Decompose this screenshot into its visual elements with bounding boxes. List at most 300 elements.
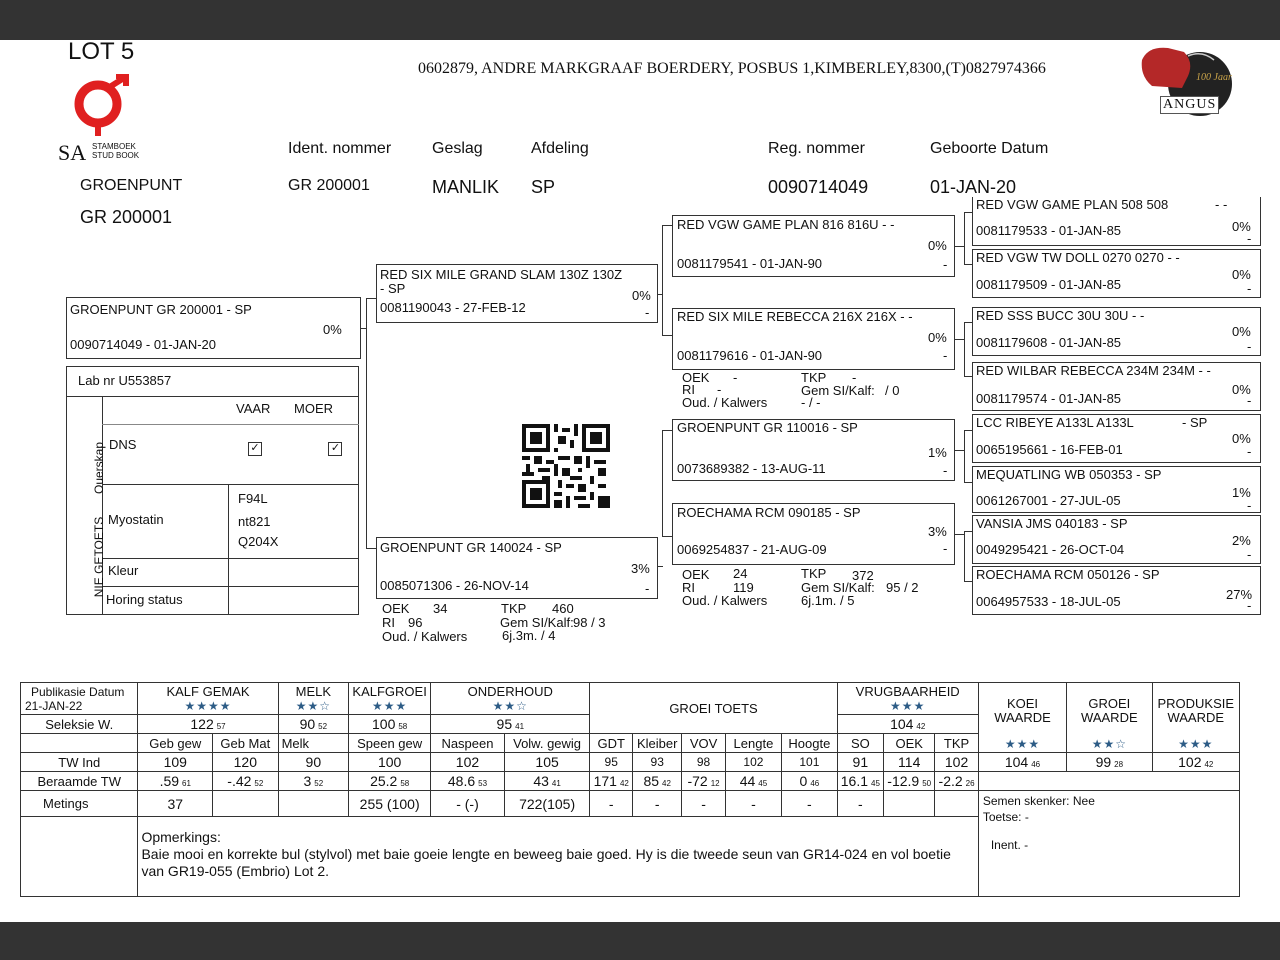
opm-empty	[21, 817, 138, 897]
tw-groei	[1067, 753, 1152, 772]
tw-value: 91	[837, 753, 884, 772]
tw-label: TW Ind	[21, 753, 138, 772]
gp2-oek-label: OEK	[682, 370, 710, 385]
onderhoud-group	[431, 683, 590, 715]
ggp2-reg: 0081179509 - 01-JAN-85	[976, 277, 1122, 292]
tw-koei	[978, 753, 1066, 772]
gp4-pct: 3%	[928, 524, 947, 539]
ggp2-dash: -	[1247, 281, 1252, 296]
seleksie-melk-sub: 52	[318, 722, 328, 731]
tw-value: 93	[633, 753, 682, 772]
studbook-text: STUD BOOK	[92, 151, 140, 160]
bt-value: -.42	[227, 773, 252, 789]
col-speen-gew: Speen gew	[349, 734, 431, 753]
seleksie-kalfgroei-value: 100	[372, 716, 396, 732]
dam-oud: 6j.3m. / 4	[502, 628, 556, 643]
dam-line1: GROENPUNT GR 140024 - SP	[380, 540, 562, 555]
stamboek-text: STAMBOEK	[92, 142, 136, 151]
tw-groei-value: 99	[1095, 754, 1112, 770]
met-value: -	[633, 791, 682, 817]
ggp7-pct: 2%	[1232, 533, 1251, 548]
bt-value: 0	[799, 773, 808, 789]
tw-value: 114	[884, 753, 935, 772]
ggp3-dash: -	[1247, 339, 1252, 354]
gp1-reg: 0081179541 - 01-JAN-90	[677, 256, 823, 271]
ggp4-reg: 0081179574 - 01-JAN-85	[976, 391, 1122, 406]
ggp-box-2	[972, 249, 1261, 298]
bt-sub: 42	[619, 779, 629, 788]
ggp1-reg: 0081179533 - 01-JAN-85	[976, 223, 1122, 238]
seleksie-label: Seleksie W.	[21, 715, 138, 734]
ggp5-dash: -	[1247, 444, 1252, 459]
bt-value: -12.9	[887, 773, 920, 789]
bt-cell	[213, 772, 279, 791]
dns-label: DNS	[109, 437, 137, 452]
vrug-group-label: VRUGBAARHEID	[855, 683, 960, 699]
tw-value: 102	[725, 753, 781, 772]
ggp-box-5	[972, 414, 1261, 463]
ggp4-dash: -	[1247, 393, 1252, 408]
bt-row	[21, 772, 1240, 791]
label-ident: Ident. nommer	[288, 140, 392, 157]
bt-cell	[633, 772, 682, 791]
ggp2-pct: 0%	[1232, 267, 1251, 282]
tw-prod-sub: 42	[1204, 760, 1214, 769]
sire-dash: -	[645, 305, 650, 320]
bt-cell	[935, 772, 979, 791]
ident-value: GR 200001	[288, 177, 370, 194]
vrug-stars: ★★★	[890, 698, 926, 713]
performance-table	[20, 682, 1240, 897]
melk-stars: ★★☆	[295, 698, 331, 713]
tw-value: 109	[138, 753, 213, 772]
bt-cell	[837, 772, 884, 791]
bt-sub: 52	[314, 779, 324, 788]
ggp3-reg: 0081179608 - 01-JAN-85	[976, 335, 1122, 350]
groei-group: GROEI TOETS	[590, 683, 837, 734]
seleksie-onderhoud-value: 95	[496, 716, 513, 732]
ggp4-name: RED WILBAR REBECCA 234M 234M - -	[976, 363, 1211, 378]
breeder-line: 0602879, ANDRE MARKGRAAF BOERDERY, POSBUS 1,KIMBERLEY,8300,(T)0827974366	[418, 60, 1046, 77]
tw-value: 102	[431, 753, 505, 772]
ggp1-extra: - -	[1215, 197, 1228, 212]
dam-oek: 34	[433, 601, 448, 616]
dam-ri-label: RI	[382, 615, 395, 630]
bt-sub: 45	[758, 779, 768, 788]
met-value: -	[590, 791, 633, 817]
met-value: 722(105)	[504, 791, 590, 817]
met-value: -	[725, 791, 781, 817]
sa-stamboek-logo	[58, 74, 158, 166]
melk-group-label: MELK	[295, 683, 332, 699]
ggp1-dash: -	[1247, 231, 1252, 246]
bt-value: 44	[739, 773, 756, 789]
bt-sub: 53	[478, 779, 488, 788]
seleksie-kalf-value: 122	[190, 716, 214, 732]
bt-sub: 41	[551, 779, 561, 788]
gp-box-3	[672, 419, 955, 481]
bt-value: 85	[643, 773, 660, 789]
ggp5-extra: - SP	[1182, 415, 1208, 430]
pub-label: Publikasie Datum	[31, 684, 125, 699]
ggp-box-1	[972, 197, 1261, 246]
ggp1-name: RED VGW GAME PLAN 508 508	[976, 197, 1169, 212]
dam-tkp-label: TKP	[501, 601, 527, 616]
dam-box	[376, 537, 658, 599]
ggp1-pct: 0%	[1232, 219, 1251, 234]
ggp5-pct: 0%	[1232, 431, 1251, 446]
col-vov: VOV	[682, 734, 725, 753]
gp3-name: GROENPUNT GR 110016 - SP	[677, 420, 858, 435]
melk-group	[278, 683, 349, 715]
ggp6-pct: 1%	[1232, 485, 1251, 500]
dam-tkp: 460	[552, 601, 574, 616]
ouerskap-label: Ouerskap	[92, 441, 106, 495]
col-geb-mat: Geb Mat	[213, 734, 279, 753]
bt-cell	[278, 772, 349, 791]
dam-reg: 0085071306 - 26-NOV-14	[380, 578, 529, 593]
col-tkp: TKP	[935, 734, 979, 753]
tw-row	[21, 753, 1240, 772]
gp2-reg: 0081179616 - 01-JAN-90	[677, 348, 823, 363]
col-melk: Melk	[278, 734, 349, 753]
ggp8-name: ROECHAMA RCM 050126 - SP	[976, 567, 1160, 582]
years-text: 100 Jaar	[1196, 72, 1232, 83]
bt-sub: 12	[710, 779, 720, 788]
subject-pct: 0%	[323, 322, 342, 337]
gp4-reg: 0069254837 - 21-AUG-09	[677, 542, 827, 557]
bt-cell	[138, 772, 213, 791]
bt-cell	[725, 772, 781, 791]
kalfgroei-group-label: KALFGROEI	[352, 683, 427, 699]
bt-cell	[349, 772, 431, 791]
bt-sub: 52	[254, 779, 264, 788]
pub-cell	[21, 683, 138, 715]
notes-cell	[978, 791, 1239, 897]
qr-code	[522, 424, 610, 508]
bt-cell	[884, 772, 935, 791]
top-bar	[0, 0, 1280, 40]
pub-date: 21-JAN-22	[25, 698, 83, 713]
gp1-dash: -	[943, 257, 948, 272]
gp2-tkp: -	[852, 370, 857, 385]
myo-value-2: nt821	[238, 514, 271, 529]
groeiw-group	[1067, 683, 1152, 753]
geboorte-value: 01-JAN-20	[930, 177, 1017, 197]
seleksie-kalfgroei-sub: 58	[398, 722, 408, 731]
met-value	[278, 791, 349, 817]
col-kleiber: Kleiber	[633, 734, 682, 753]
met-row	[21, 791, 1240, 817]
seleksie-onderhoud	[431, 715, 590, 734]
ggp6-reg: 0061267001 - 27-JUL-05	[976, 493, 1121, 508]
bt-value: 16.1	[840, 773, 868, 789]
ggp7-reg: 0049295421 - 26-OCT-04	[976, 542, 1125, 557]
ggp2-name: RED VGW TW DOLL 0270 0270 - -	[976, 250, 1180, 265]
ggp7-name: VANSIA JMS 040183 - SP	[976, 516, 1128, 531]
vaar-check-icon: ✓	[248, 442, 262, 456]
met-value: 37	[138, 791, 213, 817]
gp4-tkp: 372	[852, 568, 874, 583]
col-volw-gewig: Volw. gewig	[504, 734, 590, 753]
ggp5-name: LCC RIBEYE A133L A133L	[976, 415, 1134, 430]
opm-text: Baie mooi en korrekte bul (stylvol) met baie goeie lengte en beweeg baie goed. Hy is die tweede seun van GR14-024 en vol boetie van GR19-055 (Embrio) Lot 2.	[141, 846, 951, 879]
bt-sub: 42	[662, 779, 671, 788]
animal-name: GROENPUNT	[80, 177, 183, 194]
gp2-dash: -	[943, 348, 948, 363]
col-so: SO	[837, 734, 884, 753]
tw-koei-sub: 46	[1031, 760, 1041, 769]
gp3-pct: 1%	[928, 445, 947, 460]
sire-pct: 0%	[632, 288, 651, 303]
sire-line1: RED SIX MILE GRAND SLAM 130Z 130Z	[380, 267, 623, 282]
met-value: -	[682, 791, 725, 817]
toetse-text: Toetse: -	[982, 810, 1029, 824]
label-geboorte: Geboorte Datum	[930, 140, 1049, 157]
geslag-value: MANLIK	[432, 177, 500, 197]
gp2-gem: / 0	[885, 383, 900, 398]
bt-value: -2.2	[938, 773, 963, 789]
gp3-dash: -	[943, 463, 948, 478]
gp4-ri-label: RI	[682, 580, 695, 595]
lab-nr: Lab nr U553857	[78, 373, 172, 388]
onderhoud-stars: ★★☆	[492, 698, 528, 713]
label-geslag: Geslag	[432, 140, 483, 157]
myostatin-label: Myostatin	[108, 512, 164, 527]
prod-group	[1152, 683, 1239, 753]
tw-value: 98	[682, 753, 725, 772]
seleksie-melk	[278, 715, 349, 734]
col-gdt: GDT	[590, 734, 633, 753]
ggp5-reg: 0065195661 - 16-FEB-01	[976, 442, 1123, 457]
ggp8-pct: 27%	[1226, 587, 1253, 602]
angus-logo	[1138, 42, 1234, 118]
gp2-name: RED SIX MILE REBECCA 216X 216X - -	[677, 309, 913, 324]
gp-box-4	[672, 503, 955, 565]
met-value	[213, 791, 279, 817]
prod-stars: ★★★	[1178, 737, 1214, 751]
bt-cell	[431, 772, 505, 791]
gp4-oek-label: OEK	[682, 567, 710, 582]
ggp4-pct: 0%	[1232, 382, 1251, 397]
gp2-oud-label: Oud. / Kalwers	[682, 395, 768, 410]
gp-box-1	[672, 215, 955, 277]
met-value: -	[837, 791, 884, 817]
vrug-group	[837, 683, 978, 715]
gp4-name: ROECHAMA RCM 090185 - SP	[677, 505, 861, 520]
koei-group	[978, 683, 1066, 753]
bt-empty	[978, 772, 1239, 791]
sire-line1b: - SP	[380, 281, 406, 296]
tw-prod	[1152, 753, 1239, 772]
gp4-ri: 119	[733, 580, 754, 595]
met-value	[884, 791, 935, 817]
bt-cell	[590, 772, 633, 791]
ggp3-pct: 0%	[1232, 324, 1251, 339]
bt-cell	[682, 772, 725, 791]
bt-value: .59	[159, 773, 180, 789]
ggp-box-7	[972, 515, 1261, 564]
bt-sub: 46	[810, 779, 820, 788]
tw-value: 105	[504, 753, 590, 772]
seleksie-kalfgroei	[349, 715, 431, 734]
moer-check-icon: ✓	[328, 442, 342, 456]
met-value: -	[782, 791, 837, 817]
semen-text: Semen skenker: Nee	[982, 794, 1095, 808]
tw-koei-value: 104	[1004, 754, 1029, 770]
myo-value-3: Q204X	[238, 534, 279, 549]
empty-header	[21, 734, 138, 753]
bt-sub: 45	[871, 779, 880, 788]
nie-getoets-label: NIE GETOETS	[92, 516, 106, 598]
dam-gem: 98 / 3	[573, 615, 606, 630]
lot-number: LOT 5	[68, 38, 135, 65]
bt-cell	[782, 772, 837, 791]
met-label: Metings	[21, 791, 138, 817]
prod-group-label: PRODUKSIE WAARDE	[1157, 696, 1235, 725]
bt-value: 171	[593, 773, 617, 789]
tw-value: 95	[590, 753, 633, 772]
bt-label: Beraamde TW	[21, 772, 138, 791]
gp4-tkp-label: TKP	[801, 566, 827, 581]
gp4-gem: 95 / 2	[886, 580, 919, 595]
bt-value: -72	[687, 773, 708, 789]
angus-text: ANGUS	[1160, 96, 1219, 114]
seleksie-vrug-sub: 42	[916, 722, 926, 731]
gp4-oek: 24	[733, 566, 748, 581]
tw-groei-sub: 28	[1114, 760, 1124, 769]
bt-sub: 61	[182, 779, 191, 788]
tw-value: 90	[278, 753, 349, 772]
gp2-ri-label: RI	[682, 382, 695, 397]
subject-box	[66, 297, 361, 359]
gp4-dash: -	[943, 541, 948, 556]
gp2-oek: -	[733, 370, 738, 385]
gp2-gem-label: Gem SI/Kalf:	[801, 383, 875, 398]
myo-value-1: F94L	[238, 491, 268, 506]
gender-symbol-icon	[68, 74, 138, 138]
gp4-gem-label: Gem SI/Kalf:	[801, 580, 875, 595]
gp3-reg: 0073689382 - 13-AUG-11	[677, 461, 826, 476]
ggp-box-4	[972, 362, 1261, 411]
gp2-tkp-label: TKP	[801, 370, 827, 385]
subject-line1: GROENPUNT GR 200001 - SP	[70, 302, 252, 317]
dam-oud-label: Oud. / Kalwers	[382, 629, 468, 644]
afdeling-value: SP	[531, 177, 556, 197]
groeiw-stars: ★★☆	[1091, 737, 1127, 751]
gp2-oud: - / -	[801, 395, 821, 410]
bt-value: 25.2	[370, 773, 398, 789]
ggp8-dash: -	[1247, 598, 1252, 613]
groeiw-group-label: GROEI WAARDE	[1081, 696, 1138, 725]
tw-value: 120	[213, 753, 279, 772]
gp1-name: RED VGW GAME PLAN 816 816U - -	[677, 217, 895, 232]
onderhoud-group-label: ONDERHOUD	[467, 683, 553, 699]
tw-value: 102	[935, 753, 979, 772]
kalf-group-label: KALF GEMAK	[166, 683, 250, 699]
col-naspeen: Naspeen	[431, 734, 505, 753]
dam-oek-label: OEK	[382, 601, 410, 616]
seleksie-onderhoud-sub: 41	[515, 722, 525, 731]
seleksie-vrug	[837, 715, 978, 734]
animal-id: GR 200001	[80, 207, 173, 227]
gp1-pct: 0%	[928, 238, 947, 253]
tw-value: 100	[349, 753, 431, 772]
moer-label: MOER	[294, 401, 333, 416]
kleur-label: Kleur	[108, 563, 139, 578]
gp4-oud-label: Oud. / Kalwers	[682, 593, 768, 608]
sire-reg: 0081190043 - 27-FEB-12	[380, 300, 526, 315]
sa-text: SA	[58, 140, 87, 165]
kalf-stars: ★★★★	[184, 698, 232, 713]
bt-value: 3	[303, 773, 312, 789]
bt-sub: 50	[922, 779, 932, 788]
gp2-pct: 0%	[928, 330, 947, 345]
seleksie-melk-value: 90	[299, 716, 316, 732]
koei-stars: ★★★	[1004, 737, 1041, 751]
met-value	[935, 791, 979, 817]
col-lengte: Lengte	[725, 734, 781, 753]
bt-sub: 26	[965, 779, 975, 788]
label-reg: Reg. nommer	[768, 140, 865, 157]
bt-value: 43	[533, 773, 549, 789]
ggp3-name: RED SSS BUCC 30U 30U - -	[976, 308, 1145, 323]
dam-ri: 96	[408, 615, 423, 630]
ggp8-reg: 0064957533 - 18-JUL-05	[976, 594, 1121, 609]
tw-prod-value: 102	[1178, 754, 1202, 770]
col-geb-gew: Geb gew	[138, 734, 213, 753]
opm-label: Opmerkings:	[141, 829, 221, 845]
tw-value: 101	[782, 753, 837, 772]
dam-dash: -	[645, 581, 650, 596]
horing-label: Horing status	[106, 592, 183, 607]
seleksie-kalf-sub: 57	[216, 722, 226, 731]
kalfgroei-stars: ★★★	[372, 698, 408, 713]
subject-reg: 0090714049 - 01-JAN-20	[70, 337, 216, 352]
sire-box	[376, 264, 658, 323]
bt-cell	[504, 772, 590, 791]
dam-gem-label: Gem SI/Kalf:	[500, 615, 574, 630]
group-row	[21, 683, 1240, 715]
met-value: - (-)	[431, 791, 505, 817]
met-value: 255 (100)	[349, 791, 431, 817]
kalfgroei-group	[349, 683, 431, 715]
bt-value: 48.6	[447, 773, 476, 789]
label-afdeling: Afdeling	[531, 140, 589, 157]
kalf-group	[138, 683, 278, 715]
opm-cell	[138, 817, 978, 897]
vaar-label: VAAR	[236, 401, 271, 416]
gp-box-2	[672, 308, 955, 370]
bt-sub: 58	[400, 779, 410, 788]
seleksie-vrug-value: 104	[890, 716, 914, 732]
ggp-box-8	[972, 566, 1261, 615]
koei-group-label: KOEI WAARDE	[994, 696, 1051, 725]
seleksie-kalf	[138, 715, 278, 734]
col-oek: OEK	[884, 734, 935, 753]
reg-value: 0090714049	[768, 177, 869, 197]
ggp6-dash: -	[1247, 498, 1252, 513]
inent-text: Inent. -	[990, 838, 1029, 852]
gp2-ri: -	[717, 382, 722, 397]
ggp-box-6	[972, 466, 1261, 513]
lab-panel	[66, 366, 359, 615]
dam-pct: 3%	[631, 561, 650, 576]
ggp-box-3	[972, 307, 1261, 356]
bottom-bar	[0, 922, 1280, 960]
ggp7-dash: -	[1247, 547, 1252, 562]
gp4-oud: 6j.1m. / 5	[801, 593, 855, 608]
